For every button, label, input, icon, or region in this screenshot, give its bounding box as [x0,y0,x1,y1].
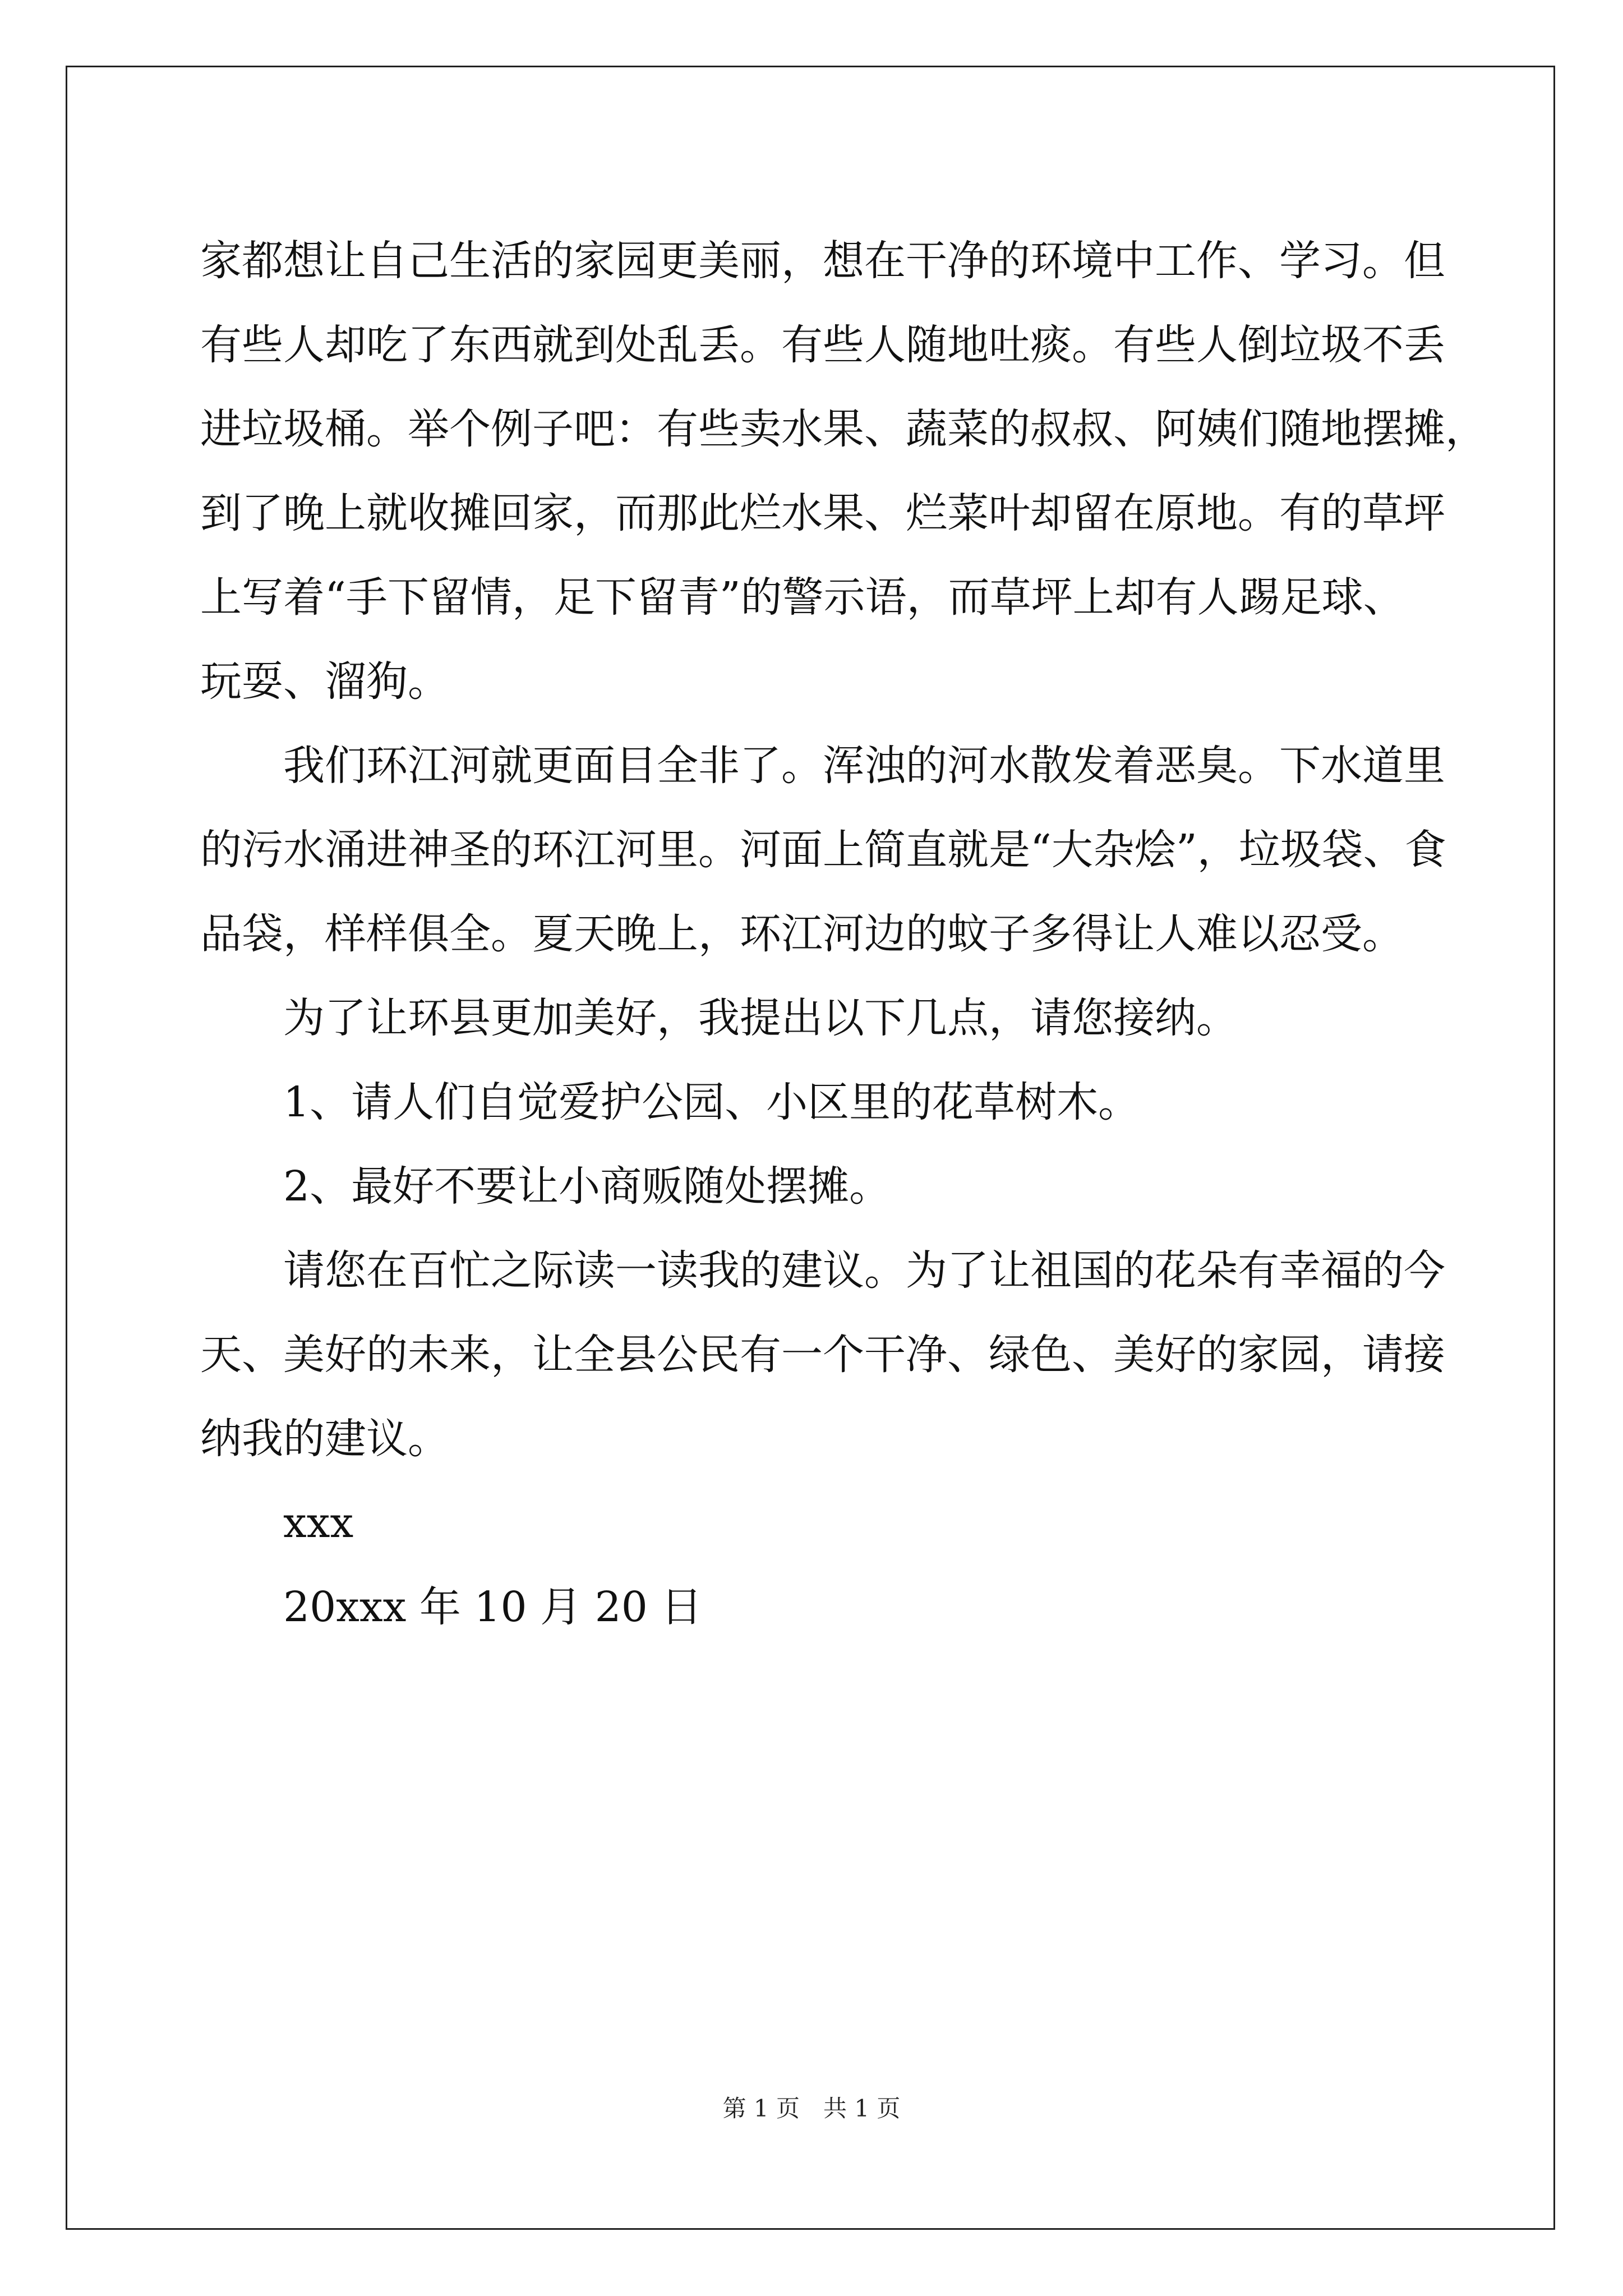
text-line-6: 玩耍、溜狗。 [200,657,449,706]
signature-name: xxx [200,1499,354,1547]
text-line-1: 家都想让自己生活的家园更美丽，想在干净的环境中工作、学习。但 [200,237,1445,285]
text-line-15: 纳我的建议。 [200,1415,449,1463]
text-line-11: 1、请人们自觉爱护公园、小区里的花草树木。 [200,1078,1140,1126]
text-line-13: 请您在百忙之际读一读我的建议。为了让祖国的花朵有幸福的今 [200,1246,1445,1295]
page-footer: 第 1 页 共 1 页 [722,2095,901,2122]
text-line-2: 有些人却吃了东西就到处乱丢。有些人随地吐痰。有些人倒垃圾不丢 [200,321,1445,369]
text-line-10: 为了让环县更加美好，我提出以下几点，请您接纳。 [200,994,1238,1042]
text-line-8: 的污水涌进神圣的环江河里。河面上简直就是“大杂烩”，垃圾袋、食 [200,826,1446,874]
text-line-12: 2、最好不要让小商贩随处摆摊。 [200,1162,891,1211]
text-line-7: 我们环江河就更面目全非了。浑浊的河水散发着恶臭。下水道里 [200,742,1445,790]
text-line-3: 进垃圾桶。举个例子吧：有些卖水果、蔬菜的叔叔、阿姨们随地摆摊， [200,405,1487,453]
text-line-4: 到了晚上就收摊回家，而那此烂水果、烂菜叶却留在原地。有的草坪 [200,489,1445,537]
text-line-5: 上写着“手下留情，足下留青”的警示语，而草坪上却有人踢足球、 [200,573,1405,622]
text-line-9: 品袋，样样俱全。夏天晚上，环江河边的蚊子多得让人难以忍受。 [200,910,1404,958]
text-line-14: 天、美好的未来，让全县公民有一个干净、绿色、美好的家园，请接 [200,1331,1445,1379]
signature-date: 20xxx 年 10 月 20 日 [200,1583,703,1631]
